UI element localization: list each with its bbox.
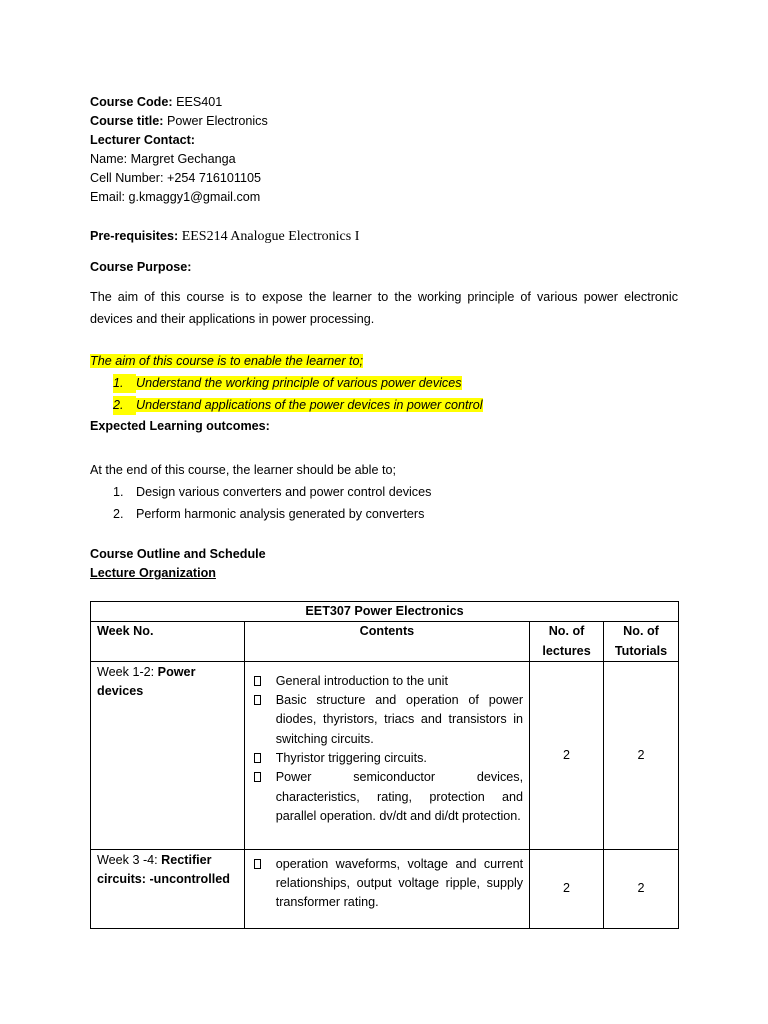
list-item — [251, 672, 523, 691]
list-item — [251, 691, 523, 749]
course-purpose-heading — [90, 258, 191, 277]
list-item-text: operation waveforms, voltage and current relationships, output voltage ripple, supply transformer rating. — [275, 856, 524, 910]
aims-intro-text: The aim of this course is to enable the learner to; — [90, 354, 364, 368]
learning-outcomes-heading — [90, 417, 270, 436]
week-prefix: Week 3 -4: — [97, 852, 158, 867]
lecturer-email: Email: g.kmaggy1@gmail.com — [90, 190, 261, 204]
contents-cell — [244, 661, 529, 849]
outcomes-intro: At the end of this course, the learner should be able to; — [90, 463, 396, 477]
course-purpose-label: Course Purpose: — [90, 260, 192, 274]
header-week: Week No. — [91, 622, 245, 662]
outcome-item-1-text: Design various converters and power control devices — [136, 485, 432, 499]
course-outline-heading — [90, 545, 266, 564]
lectures-cell: 2 — [530, 849, 604, 928]
course-purpose-paragraph: The aim of this course is to expose the learner to the working principle of various power electronic devices and their applications in power processing. — [90, 290, 678, 326]
prerequisites-line — [90, 227, 359, 246]
outcome-item-2 — [113, 505, 424, 524]
week-topic: Rectifier circuits: -uncontrolled — [97, 852, 230, 887]
box-bullet-icon — [254, 695, 261, 705]
lecturer-contact-label: Lecturer Contact: — [90, 133, 195, 147]
aim-item-1-text: Understand the working principle of various power devices — [136, 376, 462, 390]
week-cell — [91, 849, 245, 928]
table-title: EET307 Power Electronics — [91, 602, 679, 622]
course-code-value: EES401 — [172, 95, 223, 109]
course-title-line — [90, 112, 268, 131]
week-topic: Power devices — [97, 664, 196, 699]
table-title-row — [91, 602, 679, 622]
header-contents: Contents — [244, 622, 529, 662]
outcome-item-2-num: 2. — [113, 507, 124, 521]
list-item — [251, 749, 523, 768]
tutorials-cell: 2 — [604, 849, 679, 928]
box-bullet-icon — [254, 676, 261, 686]
course-code-line — [90, 93, 222, 112]
table-header-row — [91, 622, 679, 662]
header-lectures: No. of lectures — [530, 622, 604, 662]
list-item — [251, 855, 523, 913]
course-title-label: Course title: — [90, 114, 164, 128]
course-outline-label: Course Outline and Schedule — [90, 547, 266, 561]
outcome-item-2-text: Perform harmonic analysis generated by converters — [136, 507, 425, 521]
aim-item-2 — [113, 396, 483, 415]
course-code-label: Course Code: — [90, 95, 173, 109]
list-item-text: Power semiconductor devices, characteristics, rating, protection and parallel operation. dv/dt and di/dt protection. — [275, 770, 524, 823]
lectures-cell: 2 — [530, 661, 604, 849]
tutorials-cell: 2 — [604, 661, 679, 849]
aims-intro — [90, 352, 363, 371]
aim-item-2-text: Understand applications of the power devices in power control — [136, 398, 483, 412]
header-tutorials: No. of Tutorials — [604, 622, 679, 662]
box-bullet-icon — [254, 753, 261, 763]
box-bullet-icon — [254, 772, 261, 782]
table-row — [91, 661, 679, 849]
aim-item-1 — [113, 374, 462, 393]
outcome-item-1-num: 1. — [113, 485, 124, 499]
schedule-table — [90, 601, 679, 929]
prerequisites-value: EES214 Analogue Electronics I — [178, 229, 360, 244]
list-item-text: Thyristor triggering circuits. — [275, 751, 427, 766]
contents-list — [251, 672, 523, 826]
lecture-organization-heading — [90, 564, 216, 583]
list-item-text: General introduction to the unit — [275, 673, 448, 688]
prerequisites-label: Pre-requisites: — [90, 229, 179, 243]
table-row — [91, 849, 679, 928]
box-bullet-icon — [254, 859, 261, 869]
week-prefix: Week 1-2: — [97, 664, 155, 679]
list-item — [251, 768, 523, 826]
contents-list — [251, 855, 523, 913]
list-item-text: Basic structure and operation of power diodes, thyristors, triacs and transistors in switching circuits. — [275, 693, 524, 746]
lecturer-name: Name: Margret Gechanga — [90, 152, 236, 166]
contents-cell — [244, 849, 529, 928]
lecturer-contact-heading — [90, 131, 195, 150]
course-title-value: Power Electronics — [163, 114, 268, 128]
outcome-item-1 — [113, 483, 431, 502]
week-cell — [91, 661, 245, 849]
lecturer-cell: Cell Number: +254 716101105 — [90, 171, 261, 185]
learning-outcomes-label: Expected Learning outcomes: — [90, 419, 270, 433]
aim-item-1-num: 1. — [113, 374, 136, 393]
aim-item-2-num: 2. — [113, 396, 136, 415]
lecture-organization-label: Lecture Organization — [90, 566, 216, 580]
